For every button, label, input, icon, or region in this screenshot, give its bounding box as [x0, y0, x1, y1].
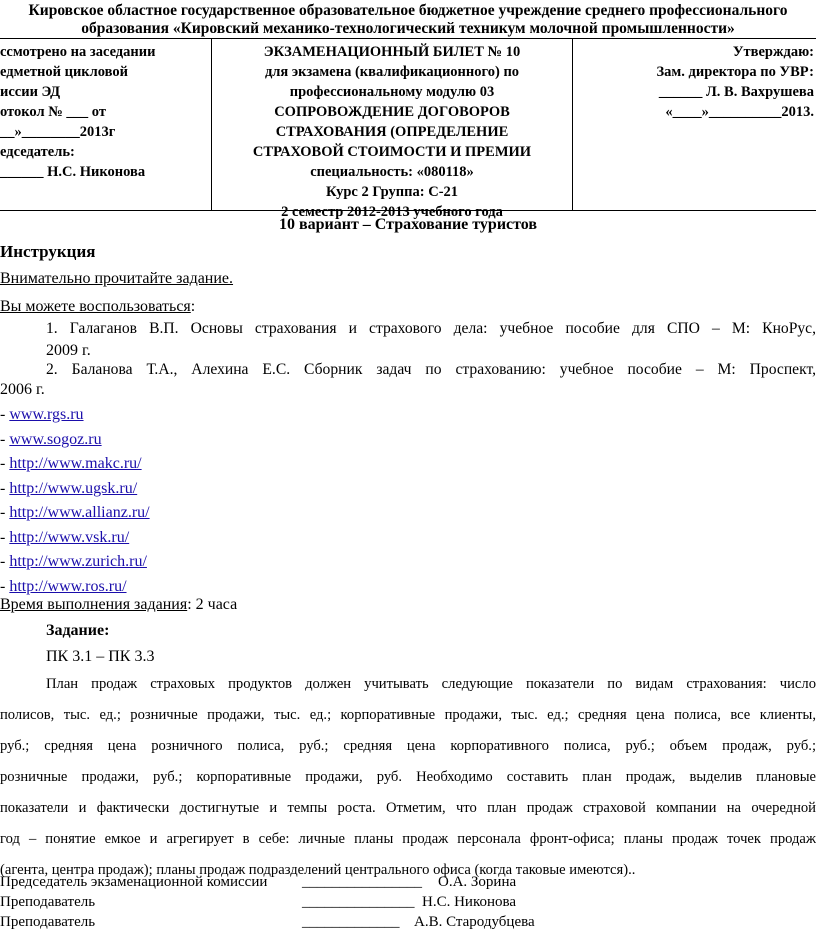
review-line: едметной цикловой — [0, 64, 129, 80]
review-line: ______ Н.С. Никонова — [0, 164, 146, 180]
approval-line: ______ Л. В. Вахрушева — [658, 84, 814, 100]
ticket-line: СТРАХОВАНИЯ (ОПРЕДЕЛЕНИЕ — [275, 124, 509, 140]
list-item — [0, 403, 150, 428]
task-line: План продаж страховых продуктов должен учитывать следующие показатели по видам страхования: число — [46, 676, 816, 692]
review-line: ссмотрено на заседании — [0, 44, 156, 60]
ticket-line: 2 семестр 2012-2013 учебного года — [281, 204, 503, 220]
instruction-heading: Инструкция — [0, 242, 96, 261]
link-dash: - — [0, 577, 10, 595]
task-heading: Задание: — [46, 622, 110, 639]
link-rgs[interactable]: www.rgs.ru — [9, 406, 84, 423]
approval-cell — [574, 42, 814, 122]
link-dash: - — [0, 479, 10, 497]
ticket-line: СТРАХОВОЙ СТОИМОСТИ И ПРЕМИИ — [252, 144, 532, 160]
ticket-line: профессиональному модулю 03 — [289, 84, 495, 100]
link-dash: - — [0, 528, 10, 546]
ticket-line: СОПРОВОЖДЕНИЕ ДОГОВОРОВ — [274, 104, 510, 120]
signature-name: О.А. Зорина — [438, 874, 517, 890]
task-line: показатели и фактически достигнутые и темпы роста. Отметим, что план продаж страховой компании на очередной — [0, 800, 816, 816]
can-use-colon: : — [190, 298, 196, 315]
link-makc[interactable]: http://www.makc.ru/ — [9, 455, 142, 472]
link-dash: - — [0, 455, 10, 472]
table-top-border — [0, 38, 816, 39]
ticket-line: специальность: «080118» — [310, 164, 474, 180]
list-item — [0, 526, 150, 551]
reference-2-line-2: 2006 г. — [0, 381, 45, 398]
task-line: год – понятие емкое и агрегирует в себе: личные планы продаж персонала фронт-офиса; планы продаж точек продаж — [0, 831, 816, 847]
time-label: Время выполнения задания — [0, 596, 188, 613]
list-item — [0, 428, 150, 453]
link-ros[interactable]: http://www.ros.ru/ — [9, 577, 127, 595]
signature-role: Преподаватель — [0, 894, 96, 910]
signature-role: Преподаватель — [0, 914, 96, 930]
review-line: отокол № ___ от — [0, 104, 106, 120]
institution-line-1: Кировское областное государственное образовательное бюджетное учреждение среднего профессионального — [28, 2, 788, 19]
task-line: (агента, центра продаж); планы продаж подразделений центрального офиса (когда таковые имеются).. — [0, 862, 636, 878]
task-line: полисов, тыс. ед.; розничные продажи, тыс. ед.; корпоративные продажи, тыс. ед.; средняя цена полиса, все клиенты, — [0, 707, 816, 723]
time-line — [0, 596, 237, 614]
review-line: едседатель: — [0, 144, 75, 160]
list-item — [0, 477, 150, 502]
table-divider-right — [572, 38, 573, 211]
institution-line-2: образования «Кировский механико-технологический техникум молочной промышленности» — [81, 20, 735, 37]
list-item — [0, 452, 150, 477]
signature-name: А.В. Стародубцева — [414, 914, 535, 930]
review-cell — [0, 42, 155, 182]
link-dash: - — [0, 553, 10, 570]
signature-role: Председатель экзаменационной комиссии — [0, 874, 268, 890]
approval-line: Зам. директора по УВР: — [656, 64, 814, 80]
signature-line: ________________ — [302, 874, 422, 890]
task-line: розничные продажи, руб.; корпоративные продажи, руб. Необходимо составить план продаж, выделив плановые — [0, 769, 816, 785]
reference-1-line-2: 2009 г. — [46, 342, 91, 359]
ticket-cell — [212, 42, 572, 222]
signature-line: _______________ — [302, 894, 415, 910]
signature-name: Н.С. Никонова — [422, 894, 517, 910]
time-value: : 2 часа — [187, 596, 238, 613]
can-use-line — [0, 298, 195, 316]
read-task-text: Внимательно прочитайте задание. — [0, 270, 234, 287]
can-use-label: Вы можете воспользоваться — [0, 298, 191, 315]
reference-2-line-1: 2. Баланова Т.А., Алехина Е.С. Сборник задач по страхованию: учебное пособие – М: Проспект, — [46, 361, 816, 378]
link-dash: - — [0, 430, 10, 448]
link-ugsk[interactable]: http://www.ugsk.ru/ — [9, 479, 138, 497]
signature-line: _____________ — [302, 914, 400, 930]
link-dash: - — [0, 406, 10, 423]
approval-line: Утверждаю: — [732, 44, 814, 60]
review-line: __»________2013г — [0, 124, 116, 140]
list-item — [0, 550, 150, 575]
link-dash: - — [0, 504, 10, 521]
task-line: руб.; средняя цена розничного полиса, руб.; средняя цена корпоративного полиса, руб.; объем продаж, руб.; — [0, 738, 816, 754]
ticket-line: Курс 2 Группа: С-21 — [325, 184, 459, 200]
variant-title: 10 вариант – Страхование туристов — [278, 216, 538, 233]
links-list — [0, 403, 150, 599]
ticket-title: ЭКЗАМЕНАЦИОННЫЙ БИЛЕТ № 10 — [263, 44, 521, 60]
link-allianz[interactable]: http://www.allianz.ru/ — [9, 504, 150, 521]
link-zurich[interactable]: http://www.zurich.ru/ — [9, 553, 147, 570]
approval-line: «____»__________2013. — [665, 104, 814, 120]
link-sogoz[interactable]: www.sogoz.ru — [9, 430, 102, 448]
reference-1-line-1: 1. Галаганов В.П. Основы страхования и страхового дела: учебное пособие для СПО – М: КноРус, — [46, 320, 816, 337]
review-line: иссии ЭД — [0, 84, 61, 100]
list-item — [0, 501, 150, 526]
pk-codes: ПК 3.1 – ПК 3.3 — [46, 648, 155, 665]
link-vsk[interactable]: http://www.vsk.ru/ — [9, 528, 130, 546]
ticket-line: для экзамена (квалификационного) по — [264, 64, 520, 80]
